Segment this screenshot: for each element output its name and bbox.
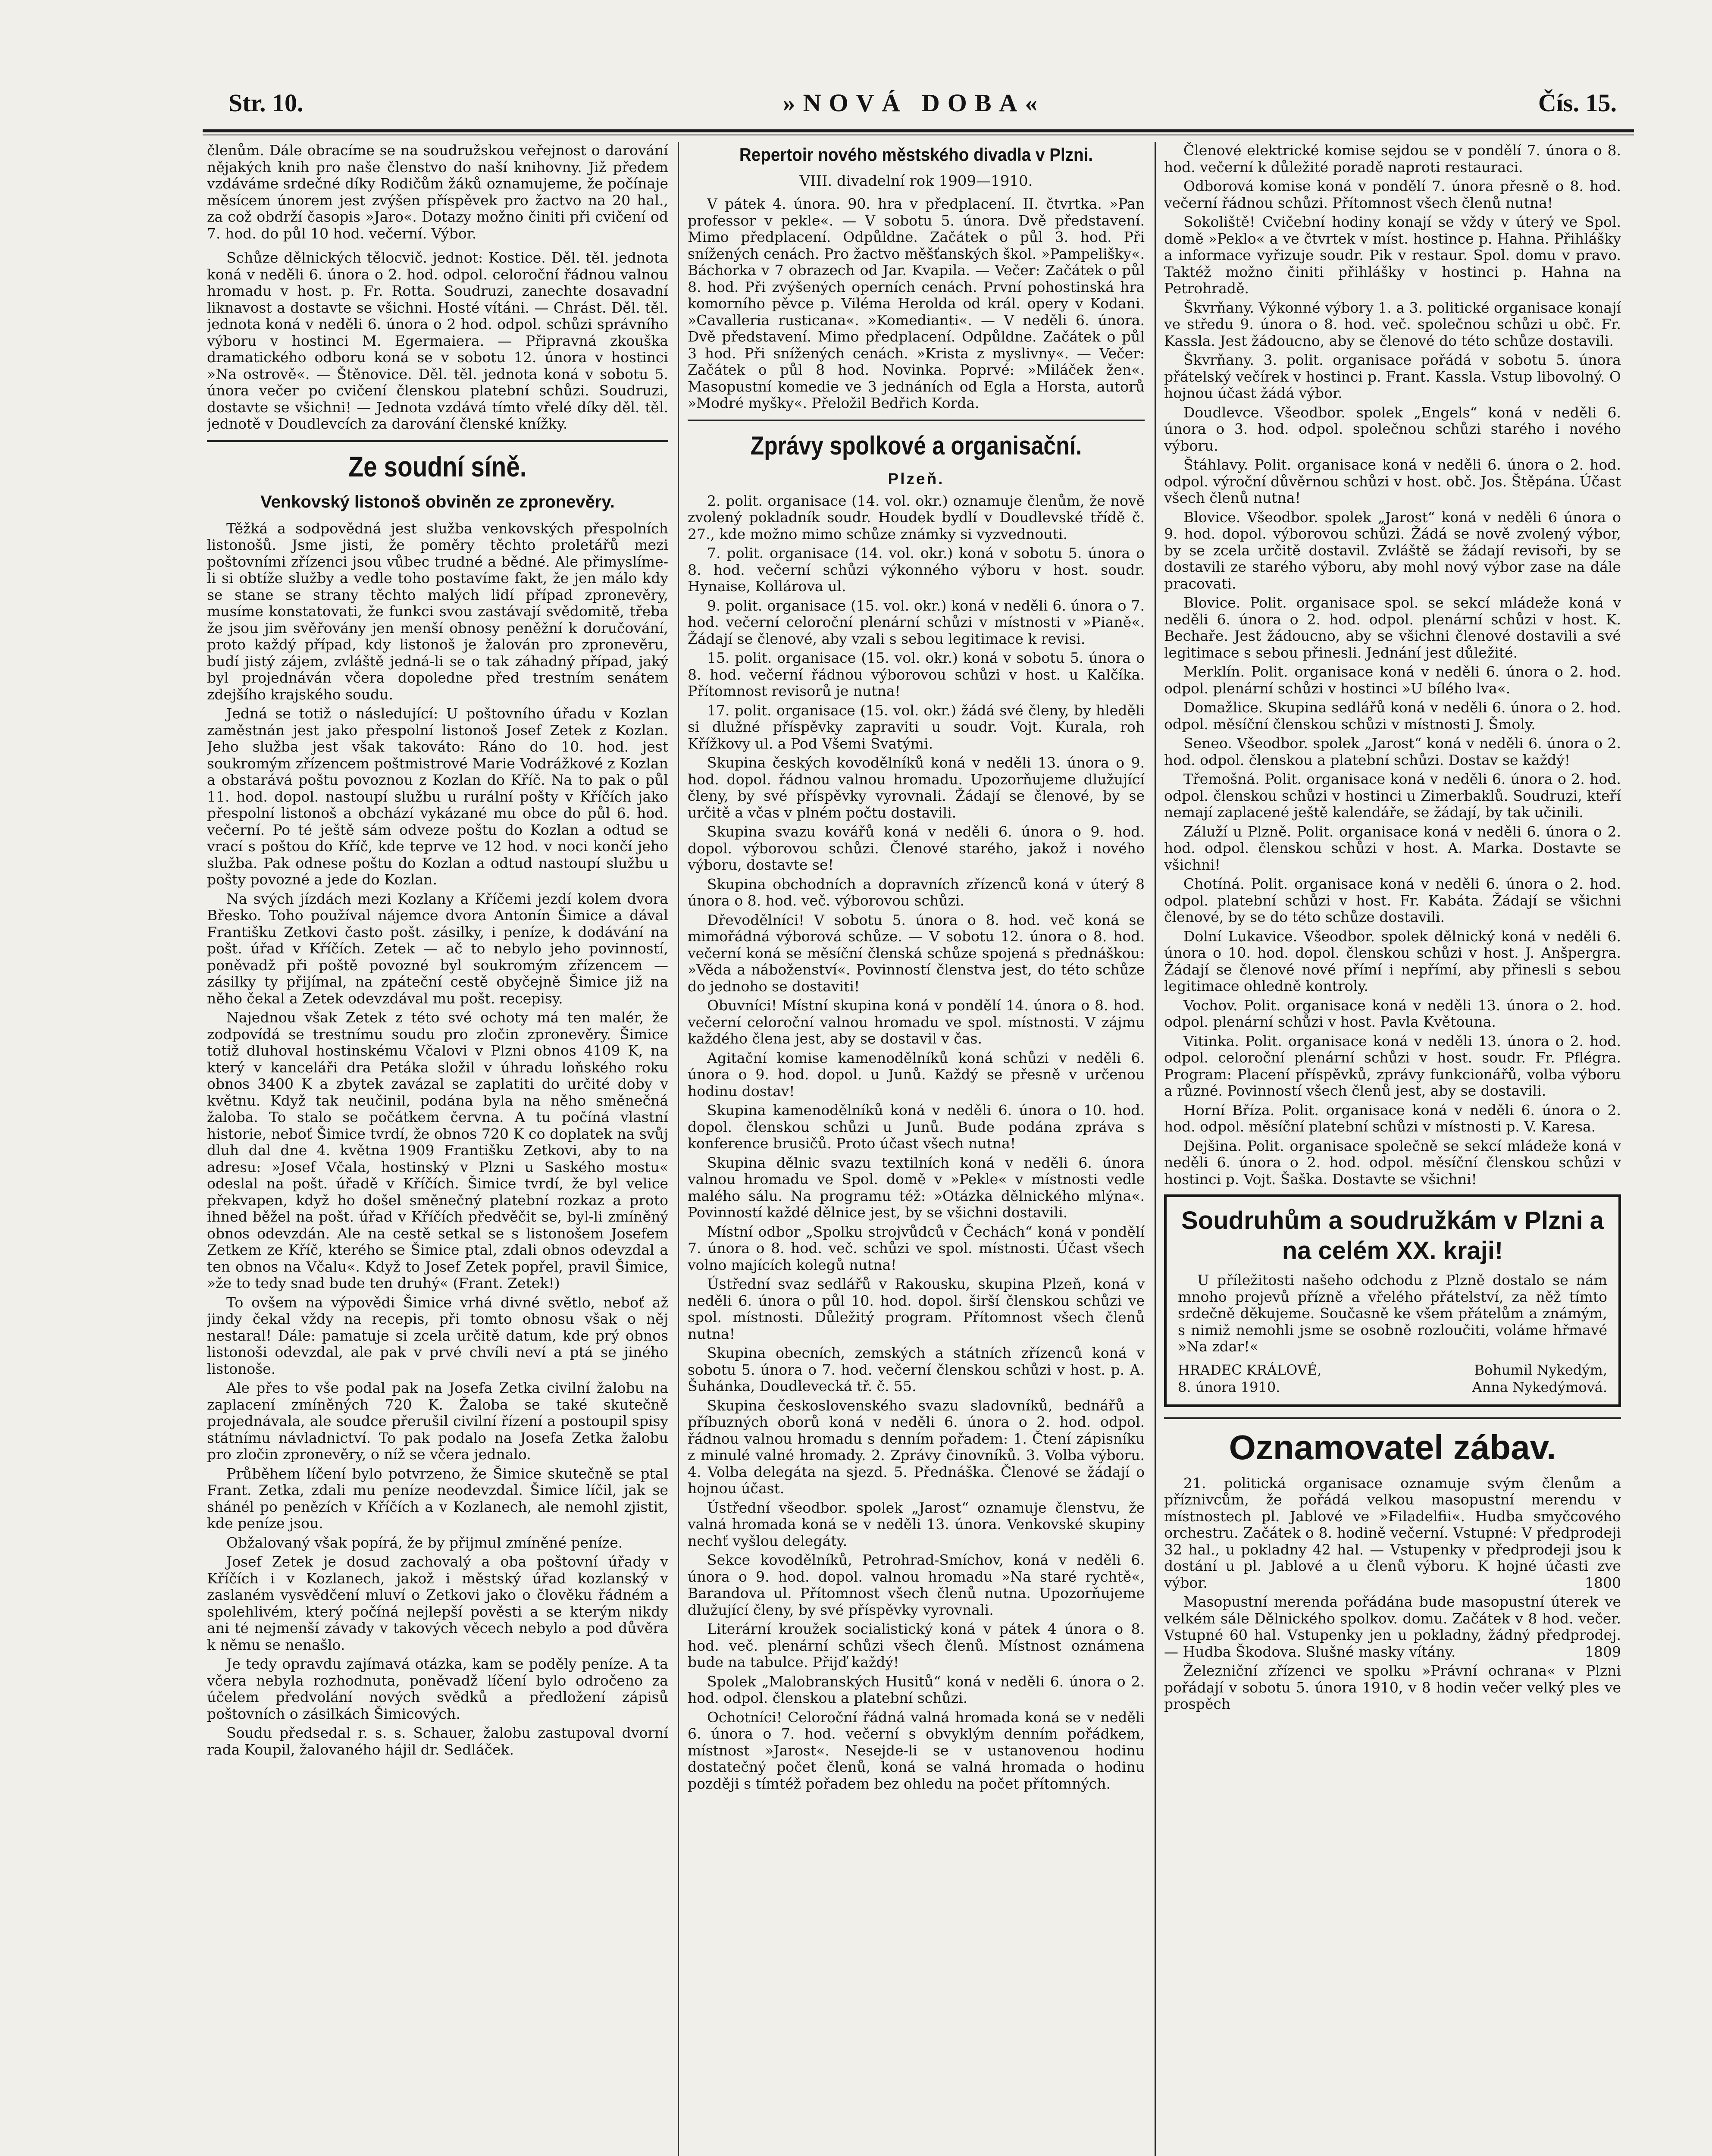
news-item: Skupina obchodních a dopravních zřízenců koná v úterý 8 února o 8. hod. več. výborovou schůzi. bbox=[688, 875, 1145, 909]
news-item: Skupina dělnic svazu textilních koná v neděli 6. února valnou hromadu ve Spol. domě v »Pekle« v místnosti vedle malého sálu. Na programu též: »Otázka dělnického mlýna«. Povinností každé dělnice jest, by se všichni dostavili. bbox=[688, 1154, 1145, 1221]
section-divider bbox=[207, 440, 668, 442]
news-item: Dřevodělníci! V sobotu 5. února o 8. hod. več koná se mimořádná výborová schůze. — V sobotu 12. února o 8. hod. večerní koná se měsíční členská schůze spojená s přednáškou: »Věda a náboženství«. Povinností členstva jest, do této schůze do jednoho se dostaviti! bbox=[688, 911, 1145, 995]
news-item: 2. polit. organisace (14. vol. okr.) oznamuje členům, že nově zvolený pokladník soudr. Houdek bydlí v Doudlevské třídě č. 27., kde možno mimo schůze známky si vyzvednouti. bbox=[688, 492, 1145, 542]
article-paragraph: Na svých jízdách mezi Kozlany a Kříčemi jezdí kolem dvora Břesko. Toho používal nájemce dvora Antonín Šimice a dával Františku Zetkovi často pošt. zásilky, i peníze, k dodávání na pošt. úřad v Kříčích. Zetek — ač to nebylo jeho povinností, poněvadž při poště povozné byl soukromým zřízencem — zásilky ty přijímal, na zpáteční cestě obyčejně Šimice již na něho čekal a Zetek odevzdával mu pošt. recepisy. bbox=[207, 890, 668, 1007]
masthead-title: »NOVÁ DOBA« bbox=[782, 89, 1045, 117]
events-section-title: Oznamovatel zábav. bbox=[1229, 1428, 1556, 1467]
repertoire-text: V pátek 4. února. 90. hra v předplacení. II. čtvrtka. »Pan professor v pekle«. — V sobotu 5. února. Dvě představení. Mimo předplacení. Odpůldne. Začátek o půl 3. hod. Při snížených cenách. Pro žactvo měšťanských škol. »Pampelišky«. Báchorka v 7 obrazech od Jar. Kvapila. — Večer: Začátek o půl 8. hod. Při zvýšených operních cenách. První pohostinská hra komorního pěvce p. Viléma Herolda od král. opery v Kodani. »Cavalleria rusticana«. »Komedianti«. — V neděli 6. února. Dvě představení. Mimo předplacení. Odpůldne. Začátek o půl 3 hod. Při snížených cenách. »Krista z myslivny«. — Večer: Začátek o půl 8 hod. Novinka. Poprvé: »Miláček žen«. Masopustní komedie ve 3 jednáních od Egla a Horsta, autorů »Modré myšky«. Přeložil Bedřich Korda. bbox=[688, 195, 1145, 411]
article-paragraph: Obžalovaný však popírá, že by přijmul zmíněné peníze. bbox=[226, 1534, 623, 1551]
article-paragraph: Těžká a sodpovědná jest služba venkovských přespolních listonošů. Jsme jisti, že poměry těchto proletářů mezi poštovními zřízenci jsou vůbec trudné a bědné. Ale přimyslíme-li si obtíže služby a vedle toho postavíme fakt, že jen málo kdy se stane se strany těchto malých lidí případ zpronevěry, musíme konstatovati, že funkci svou zastávají svědomitě, třeba že jsou jim svěřovány jen menší obnosy peněžní k doručování, proto každý případ, kdy listonoš je žalován pro zpronevěru, budí jistý zájem, zvláště jedná-li se o tak záhadný případ, jaký byl projednáván včera dopoledne před trestním senátem zdejšího krajského soudu. bbox=[207, 520, 668, 703]
court-article-body bbox=[207, 520, 668, 1758]
news-item: 17. polit. organisace (15. vol. okr.) žádá své členy, by hleděli si dlužné příspěvky zapraviti u soudr. Vojt. Kurala, roh Křížkovy ul. a Pod Všemi Svatými. bbox=[688, 702, 1145, 752]
signature-date: 8. února 1910. bbox=[1178, 1379, 1280, 1395]
news-item: Dolní Lukavice. Všeodbor. spolek dělnický koná v neděli 6. února o 10. hod. dopol. členskou schůzi v host. J. Anšpergra. Žádají se členové nové přímí i nepřímí, aby přinesli s sebou legitimace ohledně kontroly. bbox=[1164, 928, 1621, 994]
repertoire-year: VIII. divadelní rok 1909—1910. bbox=[799, 172, 1033, 190]
news-item: Blovice. Polit. organisace spol. se sekcí mládeže koná v neděli 6. února o 2. hod. odpol. plenární schůzi v host. K. Bechaře. Jest žádoucno, aby se všichni členové dostavili a své legitimace s sebou přinesli. Jednání jest důležité. bbox=[1164, 594, 1621, 661]
court-article-subtitle: Venkovský listonoš obviněn ze zpronevěry. bbox=[260, 492, 615, 511]
section-divider bbox=[688, 420, 1145, 421]
news-item: Vitinka. Polit. organisace koná v neděli 13. února o 2. hod. odpol. celoroční plenární schůzi v host. soudr. Fr. Pflégra. Program: Placení příspěvků, zprávy funkcionářů, volba výboru a různé. Povinností všech členů jest, aby se dostavili. bbox=[1164, 1032, 1621, 1099]
news-item: Literární kroužek socialistický koná v pátek 4 února o 8. hod. več. plenární schůzi všech členů. Místnost oznámena bude na tabulce. Přijď každý! bbox=[688, 1620, 1145, 1670]
event-text: Masopustní merenda pořádána bude masopustní úterek ve velkém sále Dělnického spolkov. domu. Začátek v 8 hod. večer. Vstupné 60 hal. Vstupenky jen u pokladny, žádný předprodej. — Hudba Škodova. Slušné masky vítány. bbox=[1164, 1593, 1621, 1660]
news-item: 9. polit. organisace (15. vol. okr.) koná v neděli 6. února o 7. hod. večerní celoroční plenární schůzi v místnosti v »Pianě«. Žádají se členové, aby vzali s sebou legitimace k revisi. bbox=[688, 597, 1145, 647]
news-item: Chotíná. Polit. organisace koná v neděli 6. února o 2. hod. odpol. platební schůzi v host. Fr. Kabáta. Žádají se všichni členové, by se do této schůze dostavili. bbox=[1164, 875, 1621, 925]
ad-number: 1800 bbox=[1585, 1574, 1621, 1591]
article-paragraph: Soudu předsedal r. s. s. Schauer, žalobu zastupoval dvorní rada Koupil, žalovaného hájil dr. Sedláček. bbox=[207, 1724, 668, 1758]
farewell-signature bbox=[1178, 1361, 1607, 1396]
column-divider-2 bbox=[1155, 142, 1156, 2156]
column-2 bbox=[688, 142, 1145, 2156]
ad-number: 1809 bbox=[1585, 1643, 1621, 1660]
news-item: Dejšina. Polit. organisace společně se sekcí mládeže koná v neděli 6. února o 2. hod. odpol. měsíční členskou schůzi v hostinci p. Vojt. Šaška. Dostavte se všichni! bbox=[1164, 1137, 1621, 1188]
news-item: Ústřední všeodbor. spolek „Jarost“ oznamuje členstvu, že valná hromada koná se v neděli 13. února. Venkovské skupiny nechť vyšlou delegáty. bbox=[688, 1499, 1145, 1549]
club-notice: členům. Dále obracíme se na soudružskou veřejnost o darování nějakých knih pro naše členstvo do naší knihovny. Již předem vzdáváme srdečné díky Rodičům žáků oznamujeme, že počínaje měsícem únorem jest zvýšen příspěvek pro žactvo na 20 hal., za což obdrží časopis »Jaro«. Dotazy možno činiti při cvičení od 7. hod. do půl 10 hod. večerní. Výbor. bbox=[207, 142, 668, 242]
article-paragraph: Průběhem líčení bylo potvrzeno, že Šimice skutečně se ptal Frant. Zetka, zdali mu peníze neodevzdal. Šimice líčil, jak se shánél po penězích v Kříčích a v Kozlanech, ale nemohl zjistit, kde peníze jsou. bbox=[207, 1465, 668, 1532]
gymnastics-meetings: Schůze dělnických tělocvič. jednot: Kostice. Děl. těl. jednota koná v neděli 6. února o 2. hod. odpol. celoroční řádnou valnou hromadu v host. p. Fr. Rotta. Soudruzi, zanechte dosavadní liknavost a dostavte se všichni. Hosté vítáni. — Chrást. Děl. těl. jednota koná v neděli 6. února o 2 hod. odpol. schůzi správního výboru v hostinci M. Egermaiera. — Připravná zkouška dramatického odboru koná se v sobotu 12. února v hostinci »Na ostrově«. — Štěnovice. Děl. těl. jednota koná v sobotu 5. února večer po cvičení členskou platební schůzi. Soudruzi, dostavte se všichni! — Jednota vzdává tímto vřelé díky děl. těl. jednotě v Doudlevcích za darování členské knížky. bbox=[207, 249, 668, 432]
news-item: Merklín. Polit. organisace koná v neděli 6. února o 2. hod. odpol. plenární schůzi v hostinci »U bílého lva«. bbox=[1164, 663, 1621, 697]
column-3 bbox=[1164, 142, 1621, 2156]
news-item: Záluží u Plzně. Polit. organisace koná v neděli 6. února o 2. hod. odpol. členskou schůzi v host. A. Marka. Dostavte se všichni! bbox=[1164, 823, 1621, 873]
news-item: Horní Bříza. Polit. organisace koná v neděli 6. února o 2. hod. odpol. měsíční platební schůzi v místnosti p. V. Karesa. bbox=[1164, 1101, 1621, 1135]
news-item: Doudlevce. Všeodbor. spolek „Engels“ koná v neděli 6. února o 3. hod. odpol. společnou schůzi starého i nového výboru. bbox=[1164, 404, 1621, 454]
article-paragraph: Najednou však Zetek z této své ochoty má ten malér, že zodpovídá se trestnímu soudu pro zločin zpronevěry. Šimice totiž dluhoval hostinskému Včalovi v Plzni obnos 4109 K, na který v kanceláři dra Petáka složil v úhradu loňského roku obnos 3400 K a zbytek zavázal se zaplatiti do určité doby v květnu. Když tak neučinil, podána byla na něho směnečná žaloba. To stalo se počátkem června. A tu počíná vlastní historie, neboť Šimice tvrdí, že obnos 720 K co doplatek na svůj dluh dal dne 4. května 1909 Františku Zetkovi, aby to na adresu: »Josef Včala, hostinský v Plzni u Saského mostu« odeslal na pošt. úřadě v Kříčích. Šimice tvrdí, že byl velice překvapen, když ho došel směnečný platební rozkaz a proto ihned běžel na pošt. úřad v Kříčích předvěčit se, byl-li zmíněný obnos odevzdán. Ale na cestě setkal se s listonošem Josefem Zetkem ze Kříč, kterého se Šimice ptal, zdali obnos odevzdal a ten obnos na Včalu«. Když to Josef Zetek popřel, pravil Šimice, »že to tedy snad bude ten druhý« (Frant. Zetek!) bbox=[207, 1009, 668, 1291]
news-list bbox=[688, 493, 1145, 1792]
news-section-title: Zprávy spolkové a organisační. bbox=[750, 431, 1082, 460]
event-item bbox=[1164, 1475, 1621, 1592]
signature-name-2: Anna Nykedýmová. bbox=[1472, 1379, 1607, 1395]
news-item: Blovice. Všeodbor. spolek „Jarost“ koná v neděli 6 února o 9. hod. dopol. výborovou schůzi. Žádá se nově zvolený výbor, by se zcela určitě dostavil. Zvláště se žádají revisoři, by se dostavili ze starého výboru, aby mohl nový výbor zase na dále pracovati. bbox=[1164, 508, 1621, 592]
regional-news-list bbox=[1164, 142, 1621, 1188]
signature-place: HRADEC KRÁLOVÉ, bbox=[1178, 1361, 1322, 1378]
event-text: 21. politická organisace oznamuje svým členům a příznivcům, že pořádá velkou masopustní merendu v místnostech pl. Jablové ve »Filadelfii«. Hudba smyčcového orchestru. Začátek o 8. hodině večerní. Vstupné: V předprodeji 32 hal., u pokladny 42 hal. — Vstupenky v předprodeji jsou k dostání u pl. Jablové a u členů výboru. K hojné účasti zve výbor. bbox=[1164, 1474, 1621, 1591]
event-text: Železniční zřízenci ve spolku »Právní ochrana« v Plzni pořádají v sobotu 5. února 1910, v 8 hodin večer velký ples ve prospěch bbox=[1164, 1662, 1621, 1712]
news-item: Členové elektrické komise sejdou se v pondělí 7. února o 8. hod. večerní k důležité poradě naproti restauraci. bbox=[1164, 142, 1621, 175]
news-item: Škvrňany. 3. polit. organisace pořádá v sobotu 5. února přátelský večírek v hostinci p. Frant. Kassla. Vstup libovolný. O hojnou účast žádá výbor. bbox=[1164, 351, 1621, 401]
column-1 bbox=[207, 142, 668, 2156]
article-paragraph: Ale přes to vše podal pak na Josefa Zetka civilní žalobu na zaplacení zmíněných 720 K. Žaloba se také skutečně projednávala, ale soudce přerušil civilní řízení a postoupil spisy státnímu návladnictví. To pak podalo na Josefa Zetka žalobu pro zločin zpronevěry, o níž se včera jednalo. bbox=[207, 1379, 668, 1463]
news-item: Sekce kovodělníků, Petrohrad-Smíchov, koná v neděli 6. února o 9. hod. dopol. valnou hromadu »Na staré rychtě«, Barandova ul. Přítomnost všech členů nutna. Upozorňujeme dlužující členy, by své příspěvky vyrovnali. bbox=[688, 1551, 1145, 1618]
news-item: Agitační komise kamenodělníků koná schůzi v neděli 6. února o 9. hod. dopol. u Junů. Každý se přesně v určenou hodinu dostav! bbox=[688, 1049, 1145, 1100]
article-paragraph: To ovšem na výpovědi Šimice vrhá divné světlo, neboť až jindy čekal vždy na recepis, při tomto obnosu však o něj nestaral! Dále: pamatuje si zcela určitě datum, kde prý obnos listonoši odevzdal, ale pak v prvé chvíli neví a ptá se jiného listonoše. bbox=[207, 1294, 668, 1377]
news-item: Skupina českých kovodělníků koná v neděli 13. února o 9. hod. dopol. řádnou valnou hromadu. Upozorňujeme dlužující členy, by své příspěvky vyrovnali. Žádají se členové, by se určitě a včas v plném počtu dostavili. bbox=[688, 754, 1145, 821]
signature-name-1: Bohumil Nykedým, bbox=[1474, 1361, 1607, 1378]
news-item: Sokoliště! Cvičební hodiny konají se vždy v úterý ve Spol. domě »Peklo« a ve čtvrtek v míst. hostince p. Hahna. Přihlášky a informace vyřizuje soudr. Pik v restaur. Spol. domu v pravo. Taktéž možno činiti přihlášky v hostinci p. Hahna na Petrohradě. bbox=[1164, 213, 1621, 297]
article-paragraph: Jedná se totiž o následující: U poštovního úřadu v Kozlan zaměstnán jest jako přespolní listonoš Josef Zetek z Kozlan. Jeho služba jest však takováto: Ráno do 10. hod. jest soukromým zřízencem poštmistrové Marie Vodrážkové z Kozlan a obstarává poštu povoznou z Kozlan do Kříč. Na to pak o půl 11. hod. dopol. nastoupí službu u rurální pošty v Kříčích jako přespolní listonoš a obchází vykázané mu obce do půl 6. hod. večerní. Po té ještě sám odveze poštu do Kozlan a odtud se vrací s poštou do Kříč, kde teprve ve 12 hod. v noci končí jeho služba. Pak odnese poštu do Kozlan a odtud nastoupí službu u pošty povozné a jede do Kozlan. bbox=[207, 705, 668, 888]
farewell-notice-text: U příležitosti našeho odchodu z Plzně dostalo se nám mnoho projevů přízně a vřelého přátelství, za něž tímto srdečně děkujeme. Současně ke všem přátelům a známým, s nimiž nemohli jsme se osobně rozloučiti, voláme hřmavé »Na zdar!« bbox=[1178, 1272, 1607, 1355]
news-item: Skupina kamenodělníků koná v neděli 6. února o 10. hod. dopol. členskou schůzi u Junů. Bude podána zpráva s konference brusičů. Proto účast všech nutna! bbox=[688, 1102, 1145, 1152]
page-number: Str. 10. bbox=[228, 89, 304, 117]
event-item bbox=[1164, 1663, 1621, 1713]
news-item: 7. polit. organisace (14. vol. okr.) koná v sobotu 5. února o 8. hod. večerní schůzi výkonného výboru v host. soudr. Hynaise, Kollárova ul. bbox=[688, 545, 1145, 595]
news-city-heading: Plzeň. bbox=[888, 470, 945, 488]
header-rule bbox=[203, 129, 1634, 132]
news-item: Seneo. Všeodbor. spolek „Jarost“ koná v neděli 6. února o 2. hod. odpol. členskou a platební schůzi. Dostav se každý! bbox=[1164, 735, 1621, 768]
column-divider-1 bbox=[678, 142, 679, 2156]
news-item: Skupina československého svazu sladovníků, bednářů a příbuzných oborů koná v neděli 6. února o 2. hod. odpol. řádnou valnou hromadu s denním pořadem: 1. Čtení zápisníku z minulé valné hromady. 2. Zprávy činovníků. 3. Volba výboru. 4. Volba delegáta na sjezd. 5. Přednáška. Členové se žádají o hojnou účast. bbox=[688, 1397, 1145, 1497]
farewell-notice-title: Soudruhům a soudružkám v Plzni a na celém XX. kraji! bbox=[1181, 1206, 1604, 1265]
article-paragraph: Je tedy opravdu zajímavá otázka, kam se poděly peníze. A ta včera nebyla rozhodnuta, poněvadž líčení bylo odročeno za účelem předvolání nových svědků a předložení zápisů poštovních o zásilkách Šimicových. bbox=[207, 1655, 668, 1722]
news-item: Domažlice. Skupina sedlářů koná v neděli 6. února o 2. hod. odpol. měsíční členskou schůzi v místnosti J. Šmoly. bbox=[1164, 699, 1621, 733]
news-item: Místní odbor „Spolku strojvůdců v Čechách“ koná v pondělí 7. února o 8. hod. več. schůzi ve spol. místnosti. Účast všech volno majících kolegů nutna! bbox=[688, 1223, 1145, 1273]
page-header bbox=[203, 88, 1625, 127]
events-list bbox=[1164, 1475, 1621, 1713]
news-item: Skupina obecních, zemských a státních zřízenců koná v sobotu 5. února o 7. hod. večerní členskou schůzi v host. p. A. Šuhánka, Doudlevecká tř. č. 55. bbox=[688, 1344, 1145, 1395]
news-item: Skupina svazu kovářů koná v neděli 6. února o 9. hod. dopol. výborovou schůzi. Členové starého, jakož i nového výboru, dostavte se! bbox=[688, 823, 1145, 873]
news-item: 15. polit. organisace (15. vol. okr.) koná v sobotu 5. února o 8. hod. večerní řádnou výborovou schůzi v host. u Kalčíka. Přítomnost revisorů je nutna! bbox=[688, 649, 1145, 699]
news-item: Odborová komise koná v pondělí 7. února přesně o 8. hod. večerní řádnou schůzi. Přítomnost všech členů nutna! bbox=[1164, 178, 1621, 211]
news-item: Ústřední svaz sedlářů v Rakousku, skupina Plzeň, koná v neděli 6. února o půl 10. hod. dopol. širší členskou schůzi ve spol. místnosti. Důležitý program. Přítomnost všech členů nutna! bbox=[688, 1275, 1145, 1342]
repertoire-title: Repertoir nového městského divadla v Plzni. bbox=[739, 144, 1093, 165]
article-paragraph: Josef Zetek je dosud zachovalý a oba poštovní úřady v Kříčích i v Kozlanech, jakož i městský úřad kozlanský v zaslaném vysvědčení mluví o Zetkovi jako o člověku řádném a spolehlivém, který počíná nejlepší pověsti a se kterým nikdy ani té nejmenší závady v takových věcech nebylo a pod důvěra k němu se nenašlo. bbox=[207, 1553, 668, 1653]
news-item: Vochov. Polit. organisace koná v neděli 13. února o 2. hod. odpol. plenární schůzi v host. Pavla Květouna. bbox=[1164, 997, 1621, 1030]
news-item: Ochotníci! Celoroční řádná valná hromada koná se v neděli 6. února o 7. hod. večerní s obvyklým denním pořádkem, místnost »Jarost«. Nesejde-li se v ustanovenou hodinu dostatečný počet členů, koná se valná hromada o hodinu později s tímtéž pořadem bez ohledu na počet přítomných. bbox=[688, 1708, 1145, 1792]
court-section-title: Ze soudní síně. bbox=[348, 450, 527, 483]
event-item bbox=[1164, 1594, 1621, 1660]
news-item: Třemošná. Polit. organisace koná v neděli 6. února o 2. hod. odpol. členskou schůzi v hostinci u Zimerbaklů. Soudruzi, kteří nemají zaplacené ještě kalendáře, se žádají, by tak učinili. bbox=[1164, 771, 1621, 821]
issue-number: Čís. 15. bbox=[1538, 89, 1617, 117]
news-item: Štáhlavy. Polit. organisace koná v neděli 6. února o 2. hod. odpol. výroční důvěrnou schůzi v host. obč. Jos. Štěpána. Účast všech členů nutna! bbox=[1164, 456, 1621, 506]
news-item: Obuvníci! Místní skupina koná v pondělí 14. února o 8. hod. večerní celoroční valnou hromadu ve spol. místnosti. V zájmu každého člena jest, aby se dostavil v čas. bbox=[688, 997, 1145, 1047]
news-item: Škvrňany. Výkonné výbory 1. a 3. politické organisace konají ve středu 9. února o 8. hod. več. společnou schůzi u obč. Fr. Kassla. Jest žádoucno, aby se členové do této schůze dostavili. bbox=[1164, 299, 1621, 349]
section-divider bbox=[1164, 1417, 1621, 1419]
news-item: Spolek „Malobranských Husitů“ koná v neděli 6. února o 2. hod. odpol. členskou a platební schůzi. bbox=[688, 1673, 1145, 1706]
farewell-notice-box bbox=[1164, 1194, 1621, 1407]
